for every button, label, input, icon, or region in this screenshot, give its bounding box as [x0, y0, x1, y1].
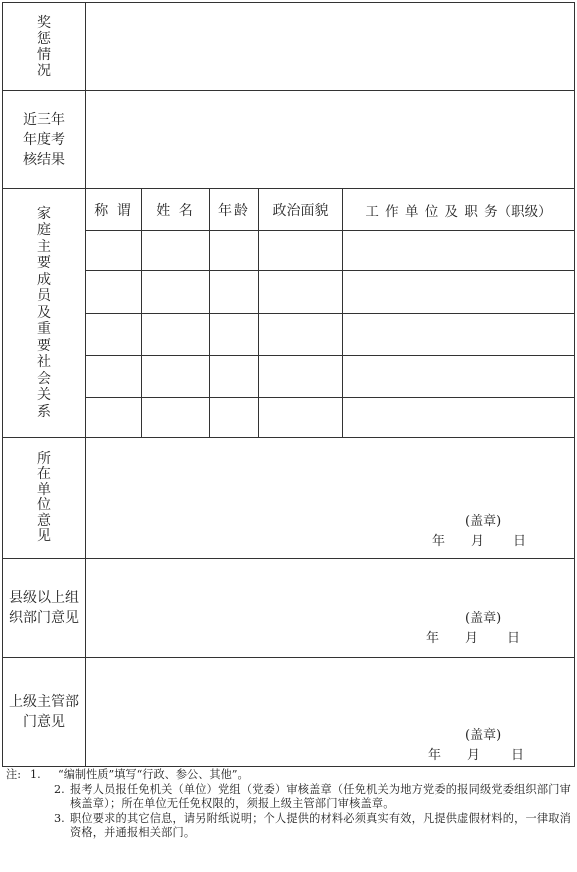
note-text: 报考人员报任免机关（单位）党组（党委）审核盖章（任免机关为地方党委的报同级党委组织部门审核盖章）；所在单位无任免权限的，须报上级主管部门审核盖章。 — [70, 782, 572, 810]
header-work-unit-position: 工 作 单 位 及 职 务（职级） — [365, 203, 552, 220]
county-seal-stamp: (盖章) — [465, 611, 502, 626]
note-number: 3. — [54, 811, 65, 825]
unit-seal-day: 日 — [513, 534, 527, 549]
superior-seal-month: 月 — [467, 748, 481, 763]
appraisal-label: 近三年年度考核结果 — [23, 111, 65, 168]
superior-seal-stamp: (盖章) — [465, 728, 502, 743]
row-divider — [2, 657, 575, 658]
table-border-top — [2, 2, 575, 3]
note-number: 2. — [54, 782, 65, 796]
row-divider — [2, 558, 575, 559]
family-row-divider — [85, 270, 575, 271]
county-opinion-label: 县级以上组织部门意见 — [9, 590, 79, 626]
header-age: 年龄 — [218, 202, 250, 219]
county-seal-year: 年 — [426, 631, 440, 646]
unit-seal-year: 年 — [432, 534, 446, 549]
unit-opinion-label-cell — [3, 438, 85, 558]
superior-opinion-label: 上级主管部门意见 — [9, 694, 79, 730]
family-label-cell — [3, 189, 85, 437]
table-border-bottom — [2, 766, 575, 767]
awards-label: 奖惩情况 — [37, 14, 51, 79]
note-number: 1. — [30, 768, 41, 781]
row-divider — [2, 437, 575, 438]
county-seal-month: 月 — [465, 631, 479, 646]
superior-seal-year: 年 — [428, 748, 442, 763]
awards-label-cell — [3, 3, 85, 90]
family-row-divider — [85, 355, 575, 356]
county-seal-day: 日 — [507, 631, 521, 646]
header-political-status: 政治面貌 — [272, 202, 329, 219]
note-item — [2, 783, 577, 812]
notes-prefix: 注: — [6, 768, 21, 781]
unit-opinion-label: 所在单位意见 — [37, 450, 51, 544]
label-column-divider — [85, 2, 86, 767]
note-item — [2, 768, 577, 783]
unit-seal-month: 月 — [471, 534, 485, 549]
notes-section — [2, 768, 577, 841]
note-text: 职位要求的其它信息，请另附纸说明；个人提供的材料必须真实有效，凡提供虚假材料的，一律取消资格，并通报相关部门。 — [70, 811, 572, 839]
superior-seal-day: 日 — [511, 748, 525, 763]
header-relation: 称 谓 — [94, 202, 133, 219]
county-opinion-label-cell — [3, 559, 85, 657]
table-border-right — [574, 2, 575, 767]
family-row-divider — [85, 313, 575, 314]
header-name: 姓 名 — [156, 202, 195, 219]
unit-seal-stamp: (盖章) — [465, 514, 502, 529]
note-text: “编制性质”填写“行政、参公、其他”。 — [58, 768, 249, 781]
superior-opinion-label-cell — [3, 658, 85, 766]
family-label: 家庭主要成员及重要社会关系 — [37, 205, 51, 420]
row-divider — [2, 90, 575, 91]
form-table — [2, 2, 575, 766]
family-row-divider — [85, 230, 575, 231]
appraisal-label-cell — [3, 91, 85, 188]
family-row-divider — [85, 397, 575, 398]
note-item — [2, 812, 577, 841]
